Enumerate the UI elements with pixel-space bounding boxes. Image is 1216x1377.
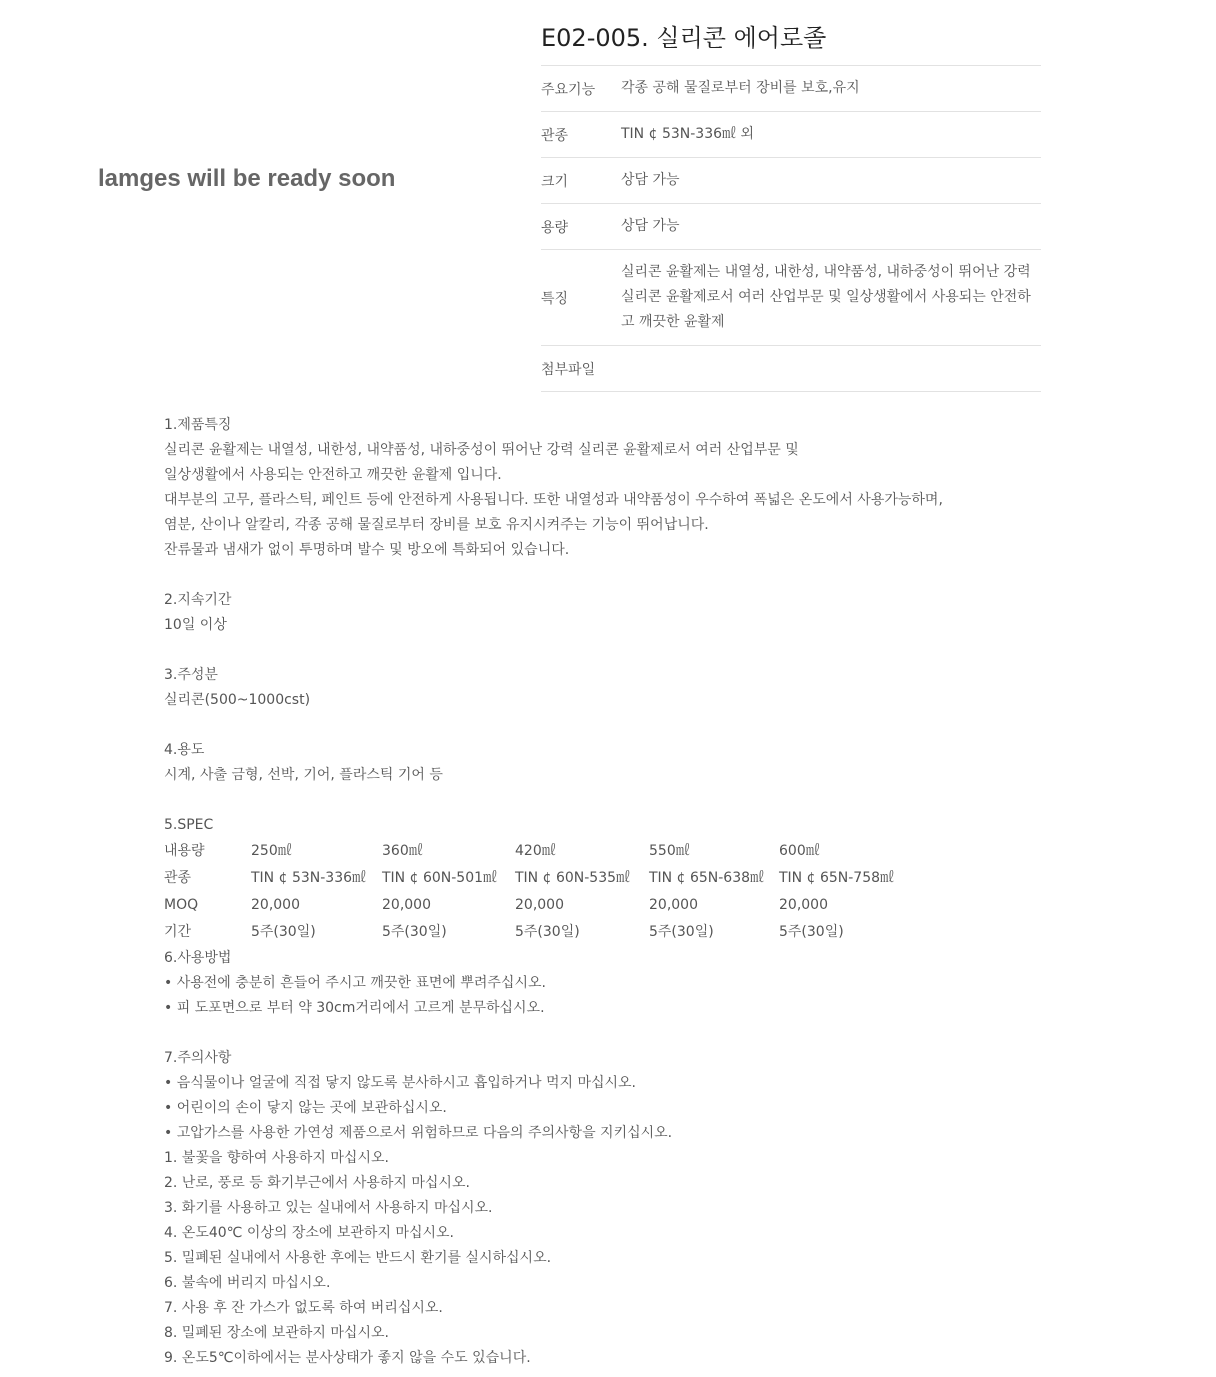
section-line: 2. 난로, 풍로 등 화기부근에서 사용하지 마십시오. — [164, 1175, 470, 1191]
section-line: 5. 밀폐된 실내에서 사용한 후에는 반드시 환기를 실시하십시오. — [164, 1250, 552, 1266]
spec-cell: TIN ¢ 53N-336㎖ — [251, 870, 367, 886]
spec-cell: 600㎖ — [779, 843, 820, 859]
info-label: 용량 — [541, 219, 569, 236]
info-value: TIN ¢ 53N-336㎖ 외 — [621, 126, 754, 142]
product-description — [164, 413, 1064, 1371]
info-label: 크기 — [541, 173, 569, 190]
spec-cell: 420㎖ — [515, 843, 556, 859]
spec-cell: 20,000 — [515, 897, 564, 913]
section-line: 시계, 사출 금형, 선박, 기어, 플라스틱 기어 등 — [164, 767, 443, 783]
spec-table — [164, 838, 909, 946]
info-value: 실리콘 윤활제는 내열성, 내한성, 내약품성, 내하중성이 뛰어난 강력 실리콘 윤활제로서 여러 산업부문 및 일상생활에서 사용되는 안전하고 깨끗한 윤활제 — [621, 264, 1031, 330]
section-ingredients — [164, 663, 1064, 713]
spec-cell: 관종 — [164, 870, 192, 886]
section-heading: 6.사용방법 — [164, 950, 232, 966]
section-heading: 7.주의사항 — [164, 1050, 232, 1066]
spec-row-moq — [164, 892, 909, 919]
section-heading: 5.SPEC — [164, 817, 214, 833]
info-row-function — [541, 66, 1041, 112]
section-line: 대부분의 고무, 플라스틱, 페인트 등에 안전하게 사용됩니다. 또한 내열성과 내약품성이 우수하여 폭넓은 온도에서 사용가능하며, — [164, 492, 943, 508]
info-row-size — [541, 158, 1041, 204]
section-line: 3. 화기를 사용하고 있는 실내에서 사용하지 마십시오. — [164, 1200, 493, 1216]
info-row-can-type — [541, 112, 1041, 158]
section-line: • 피 도포면으로 부터 약 30cm거리에서 고르게 분무하십시오. — [164, 1000, 545, 1016]
spec-cell: 550㎖ — [649, 843, 690, 859]
section-line: 실리콘 윤활제는 내열성, 내한성, 내약품성, 내하중성이 뛰어난 강력 실리콘 윤활제로서 여러 산업부문 및 — [164, 442, 799, 458]
spec-row-lead-time — [164, 919, 909, 946]
info-value: 각종 공해 물질로부터 장비를 보호,유지 — [621, 80, 860, 96]
section-heading: 4.용도 — [164, 742, 205, 758]
product-title: E02-005. 실리콘 에어로졸 — [541, 18, 1041, 66]
section-spec — [164, 813, 1064, 946]
info-row-capacity — [541, 204, 1041, 250]
section-features — [164, 413, 1064, 563]
info-label: 주요기능 — [541, 81, 596, 98]
section-line: • 고압가스를 사용한 가연성 제품으로서 위험하므로 다음의 주의사항을 지키십시오. — [164, 1125, 673, 1141]
section-line: • 음식물이나 얼굴에 직접 닿지 않도록 분사하시고 흡입하거나 먹지 마십시오. — [164, 1075, 637, 1091]
info-row-attachment — [541, 346, 1041, 392]
spec-cell: 기간 — [164, 924, 192, 940]
section-line: 잔류물과 냄새가 없이 투명하며 발수 및 방오에 특화되어 있습니다. — [164, 542, 570, 558]
spec-cell: 5주(30일) — [251, 924, 316, 940]
info-value: 상담 가능 — [621, 218, 680, 234]
spec-cell: 20,000 — [649, 897, 698, 913]
section-line: 8. 밀폐된 장소에 보관하지 마십시오. — [164, 1325, 389, 1341]
section-line: 1. 불꽃을 향하여 사용하지 마십시오. — [164, 1150, 389, 1166]
spec-cell: MOQ — [164, 897, 199, 913]
section-heading: 1.제품특징 — [164, 417, 232, 433]
spec-cell: 5주(30일) — [779, 924, 844, 940]
section-line: 일상생활에서 사용되는 안전하고 깨끗한 윤활제 입니다. — [164, 467, 502, 483]
section-line: 실리콘(500~1000cst) — [164, 692, 311, 708]
image-placeholder-text: lamges will be ready soon — [98, 165, 396, 192]
spec-cell: 20,000 — [779, 897, 828, 913]
section-heading: 3.주성분 — [164, 667, 218, 683]
section-line: 6. 불속에 버리지 마십시오. — [164, 1275, 331, 1291]
section-duration — [164, 588, 1064, 638]
section-method — [164, 946, 1064, 1021]
spec-cell: 5주(30일) — [649, 924, 714, 940]
spec-cell: 360㎖ — [382, 843, 423, 859]
section-cautions — [164, 1046, 1064, 1371]
info-label: 관종 — [541, 127, 569, 144]
spec-cell: TIN ¢ 60N-535㎖ — [515, 870, 631, 886]
spec-cell: TIN ¢ 65N-638㎖ — [649, 870, 765, 886]
section-line: 염분, 산이나 알칼리, 각종 공해 물질로부터 장비를 보호 유지시켜주는 기능이 뛰어납니다. — [164, 517, 709, 533]
section-usage — [164, 738, 1064, 788]
product-info-panel — [541, 18, 1041, 392]
section-line: 4. 온도40℃ 이상의 장소에 보관하지 마십시오. — [164, 1225, 454, 1241]
info-label: 특징 — [541, 290, 569, 307]
spec-cell: TIN ¢ 60N-501㎖ — [382, 870, 498, 886]
section-line: 7. 사용 후 잔 가스가 없도록 하여 버리십시오. — [164, 1300, 443, 1316]
section-heading: 2.지속기간 — [164, 592, 232, 608]
section-line: 9. 온도5℃이하에서는 분사상태가 좋지 않을 수도 있습니다. — [164, 1350, 531, 1366]
spec-cell: 5주(30일) — [515, 924, 580, 940]
spec-cell: 5주(30일) — [382, 924, 447, 940]
section-line: 10일 이상 — [164, 617, 227, 633]
spec-row-can-type — [164, 865, 909, 892]
info-row-features — [541, 250, 1041, 346]
section-line: • 사용전에 충분히 흔들어 주시고 깨끗한 표면에 뿌려주십시오. — [164, 975, 546, 991]
spec-cell: 20,000 — [382, 897, 431, 913]
section-line: • 어린이의 손이 닿지 않는 곳에 보관하십시오. — [164, 1100, 447, 1116]
info-label: 첨부파일 — [541, 361, 596, 378]
spec-cell: 내용량 — [164, 843, 205, 859]
spec-cell: TIN ¢ 65N-758㎖ — [779, 870, 895, 886]
spec-row-capacity — [164, 838, 909, 865]
info-value: 상담 가능 — [621, 172, 680, 188]
spec-cell: 20,000 — [251, 897, 300, 913]
spec-cell: 250㎖ — [251, 843, 292, 859]
